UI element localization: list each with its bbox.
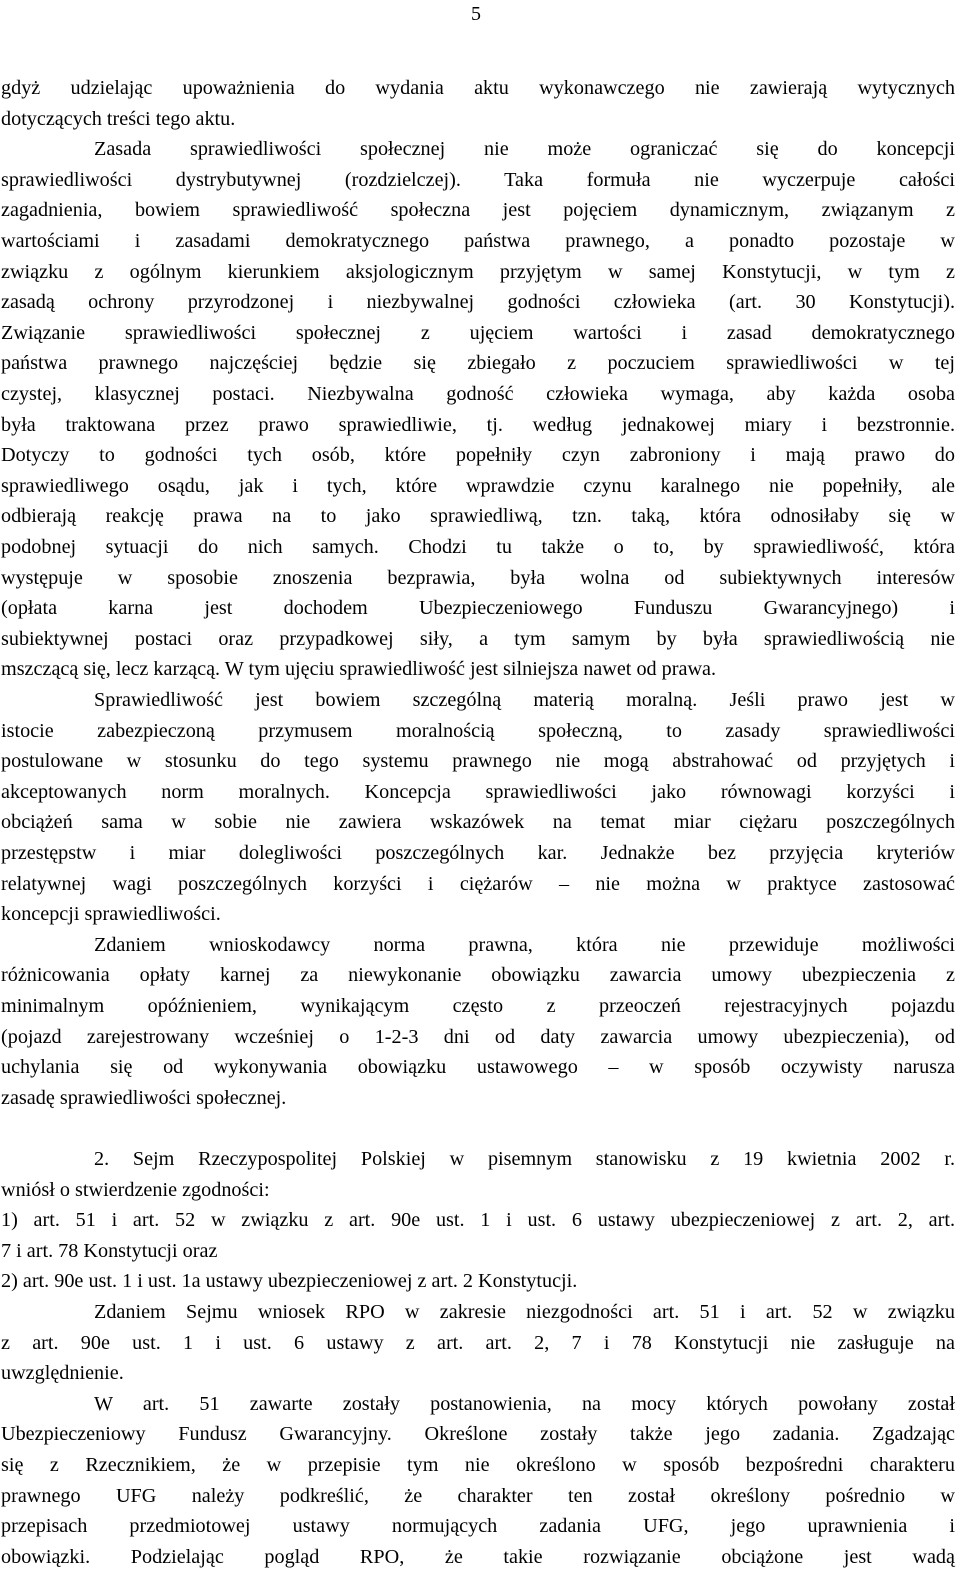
text-line: państwa prawnego najczęściej będzie się zbiegało z poczuciem sprawiedliwości w tej [1,352,955,375]
text-line: przepisach przedmiotowej ustawy normujących zadania UFG, jego uprawnienia i [1,1515,955,1538]
text-line: W art. 51 zawarte zostały postanowienia, na mocy których powołany został [94,1392,955,1415]
text-line: 7 i art. 78 Konstytucji oraz [1,1239,218,1262]
text-line: różnicowania opłaty karnej za niewykonanie obowiązku zawarcia umowy ubezpieczenia z [1,964,955,987]
text-line: odbierają reakcję prawa na to jako sprawiedliwą, tzn. taką, która odnosiłaby się w [1,505,955,528]
text-line: czystej, klasycznej postaci. Niezbywalna godność człowieka wymaga, aby każda osoba [1,383,955,405]
text-line: przestępstw i miar dolegliwości poszczególnych kar. Jednakże bez przyjęcia kryteriów [1,842,955,864]
text-line: sprawiedliwości dystrybutywnej (rozdzielczej). Taka formuła nie wyczerpuje całości [1,168,955,191]
text-line: podobnej sytuacji do nich samych. Chodzi tu także o to, by sprawiedliwość, która [1,536,955,558]
text-line: istocie zabezpieczoną przymusem moralnością społeczną, to zasady sprawiedliwości [1,719,955,742]
text-line: mszczącą się, lecz karzącą. W tym ujęciu sprawiedliwość jest silniejsza nawet od prawa. [1,658,717,681]
text-line: subiektywnej postaci oraz przypadkowej siły, a tym samym by była sprawiedliwością nie [1,627,955,650]
text-line: dotyczących treści tego aktu. [1,107,236,130]
text-line: relatywnej wagi poszczególnych korzyści i ciężarów – nie można w praktyce zastosować [1,872,955,895]
text-line: Ubezpieczeniowy Fundusz Gwarancyjny. Określone zostały także jego zadania. Zgadzając [1,1423,955,1446]
text-line: obowiązki. Podzielając pogląd RPO, że takie rozwiązanie obciążone jest wadą [1,1545,955,1568]
text-line: uwzględnienie. [1,1362,124,1385]
text-line: z art. 90e ust. 1 i ust. 6 ustawy z art. art. 2, 7 i 78 Konstytucji nie zasługuje na [1,1331,955,1354]
text-line: Związanie sprawiedliwości społecznej z ujęciem wartości i zasad demokratycznego [1,321,955,344]
page-number: 5 [471,3,481,25]
text-line: koncepcji sprawiedliwości. [1,903,221,926]
text-line: (opłata karna jest dochodem Ubezpieczeniowego Funduszu Gwarancyjnego) i [1,597,955,620]
text-line: 2. Sejm Rzeczypospolitej Polskiej w pisemnym stanowisku z 19 kwietnia 2002 r. [94,1148,955,1170]
text-line: akceptowanych norm moralnych. Koncepcja sprawiedliwości jako równowagi korzyści i [1,780,955,803]
text-line: Zdaniem Sejmu wniosek RPO w zakresie niezgodności art. 51 i art. 52 w związku [94,1301,955,1323]
text-line: gdyż udzielając upoważnienia do wydania aktu wykonawczego nie zawierają wytycznych [1,77,955,99]
text-line: zasadą ochrony przyrodzonej i niezbywalnej godności człowieka (art. 30 Konstytucji). [1,291,955,314]
text-line: Sprawiedliwość jest bowiem szczególną materią moralną. Jeśli prawo jest w [94,689,955,711]
text-line: wartościami i zasadami demokratycznego państwa prawnego, a ponadto pozostaje w [1,230,955,252]
text-line: zagadnienia, bowiem sprawiedliwość społeczna jest pojęciem dynamicznym, związanym z [1,199,955,222]
text-line: Zasada sprawiedliwości społecznej nie może ograniczać się do koncepcji [94,138,955,161]
text-line: postulowane w stosunku do tego systemu prawnego nie mogą abstrahować od przyjętych i [1,750,955,773]
text-line: (pojazd zarejestrowany wcześniej o 1-2-3 dni od daty zawarcia umowy ubezpieczenia), od [1,1025,955,1048]
text-line: obciążeń sama w sobie nie zawiera wskazówek na temat miar ciężaru poszczególnych [1,811,955,834]
text-line: sprawiedliwego osądu, jak i tych, które wprawdzie czynu karalnego nie popełniły, ale [1,474,955,497]
text-line: Zdaniem wnioskodawcy norma prawna, która nie przewiduje możliwości [94,933,955,956]
text-line: 2) art. 90e ust. 1 i ust. 1a ustawy ubezpieczeniowej z art. 2 Konstytucji. [1,1270,578,1293]
text-line: Dotyczy to godności tych osób, które popełniły czyn zabroniony i mają prawo do [1,444,955,467]
text-line: minimalnym opóźnieniem, wynikającym często z przeoczeń rejestracyjnych pojazdu [1,995,955,1017]
text-line: 1) art. 51 i art. 52 w związku z art. 90e ust. 1 i ust. 6 ustawy ubezpieczeniowej z art. 2, art. [1,1209,955,1232]
text-line: uchylania się od wykonywania obowiązku ustawowego – w sposób oczywisty narusza [1,1056,955,1079]
text-line: występuje w sposobie znoszenia bezprawia, była wolna od subiektywnych interesów [1,566,955,589]
text-line: była traktowana przez prawo sprawiedliwie, tj. według jednakowej miary i bezstronnie. [1,413,955,436]
text-line: związku z ogólnym kierunkiem aksjologicznym przyjętym w samej Konstytucji, w tym z [1,260,955,283]
text-line: zasadę sprawiedliwości społecznej. [1,1086,287,1109]
text-line [1,1115,955,1141]
text-line: się z Rzecznikiem, że w przepisie tym nie określono w sposób bezpośredni charakteru [1,1454,955,1476]
text-line: prawnego UFG należy podkreślić, że charakter ten został określony pośrednio w [1,1484,955,1507]
text-line: wniósł o stwierdzenie zgodności: [1,1178,270,1201]
